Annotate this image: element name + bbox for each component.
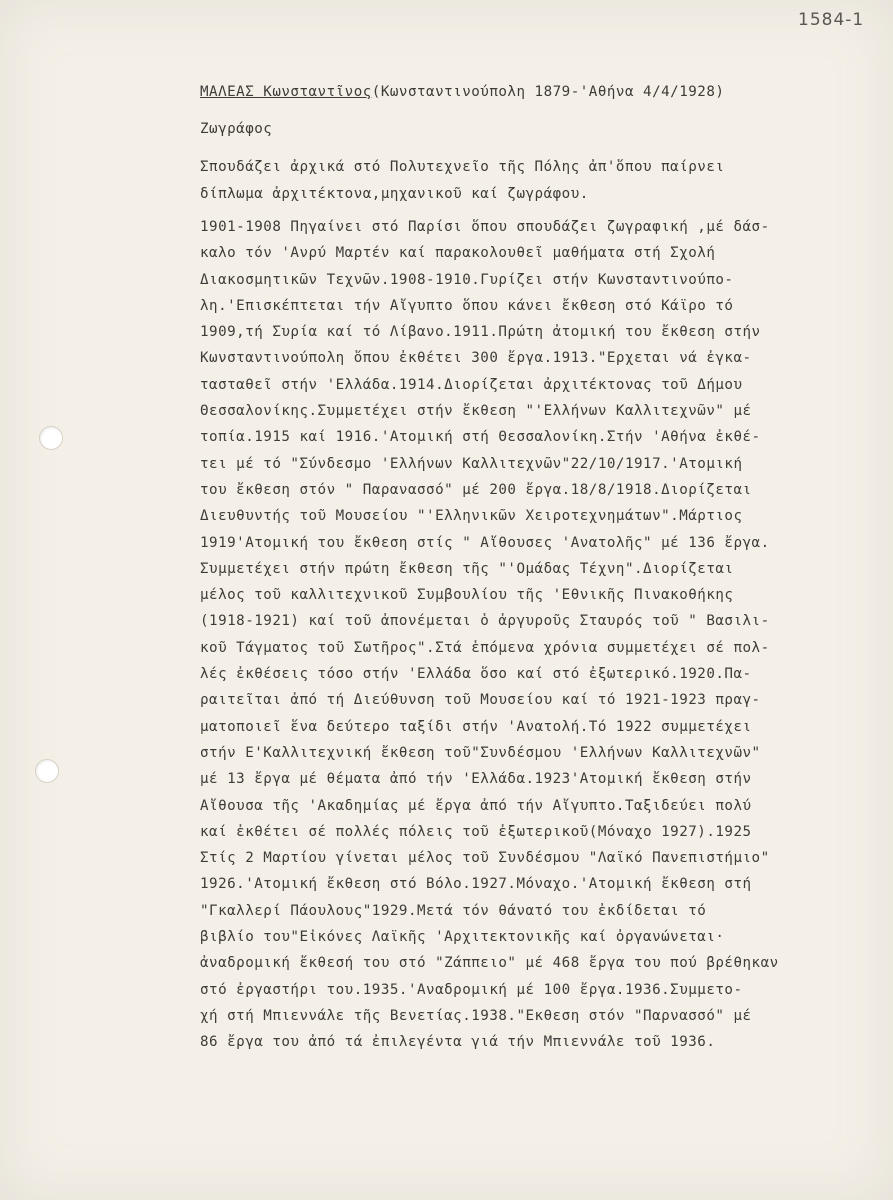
text-line: Διακοσμητικῶν Τεχνῶν.1908-1910.Γυρίζει στήν Κωνσταντινούπο- bbox=[200, 271, 734, 288]
artist-name: ΜΑΛΕΑΣ Κωνσταντῖνος bbox=[200, 84, 372, 100]
text-line: (1918-1921) καί τοῦ ἀπονέμεται ὁ ἀργυροῦς Σταυρός τοῦ " Βασιλι- bbox=[200, 613, 770, 630]
text-line: Θεσσαλονίκης.Συμμετέχει στήν ἔκθεση "'Ελλήνων Καλλιτεχνῶν" μέ bbox=[200, 403, 752, 420]
text-line: χή στή Μπιεννάλε τῆς Βενετίας.1938."Εκθεση στόν "Παρνασσό" μέ bbox=[200, 1007, 752, 1024]
text-line: λές ἐκθέσεις τόσο στήν 'Ελλάδα ὅσο καί στό ἐξωτερικό.1920.Πα- bbox=[200, 666, 752, 683]
document-header bbox=[200, 84, 724, 100]
intro-paragraph bbox=[200, 154, 724, 208]
text-line: δίπλωμα ἀρχιτέκτονα,μηχανικοῦ καί ζωγράφου. bbox=[200, 186, 589, 202]
text-line: Κωνσταντινούπολη ὅπου ἐκθέτει 300 ἔργα.1913."Ερχεται νά ἐγκα- bbox=[200, 350, 752, 367]
text-line: Αἴθουσα τῆς 'Ακαδημίας μέ ἔργα ἀπό τήν Αἴγυπτο.Ταξιδεύει πολύ bbox=[200, 797, 752, 814]
text-line: βιβλίο του"Εἰκόνες Λαϊκῆς 'Αρχιτεκτονικῆς καί ὀργανώνεται· bbox=[200, 929, 725, 946]
text-line: Στίς 2 Μαρτίου γίνεται μέλος τοῦ Συνδέσμου "Λαϊκό Πανεπιστήμιο" bbox=[200, 850, 770, 867]
punch-hole bbox=[35, 759, 59, 783]
profession: Ζωγράφος bbox=[200, 121, 273, 137]
text-line: τασταθεῖ στήν 'Ελλάδα.1914.Διορίζεται ἀρχιτέκτονας τοῦ Δήμου bbox=[200, 376, 743, 393]
text-line: ραιτεῖται ἀπό τή Διεύθυνση τοῦ Μουσείου καί τό 1921-1923 πραγ- bbox=[200, 692, 761, 709]
text-line: 1919'Ατομική του ἔκθεση στίς " Αἴθουσες 'Ανατολῆς" μέ 136 ἔργα. bbox=[200, 534, 770, 551]
text-line: 1926.'Ατομική ἔκθεση στό Βόλο.1927.Μόναχο.'Ατομική ἔκθεση στή bbox=[200, 876, 752, 893]
text-line: ἀναδρομική ἔκθεσή του στό "Ζάππειο" μέ 468 ἔργα του πού βρέθηκαν bbox=[200, 955, 779, 972]
text-line: Διευθυντής τοῦ Μουσείου "'Ελληνικῶν Χειροτεχνημάτων".Μάρτιος bbox=[200, 508, 743, 525]
text-line: ματοποιεῖ ἕνα δεύτερο ταξίδι στήν 'Ανατολή.Τό 1922 συμμετέχει bbox=[200, 718, 752, 735]
text-line: Συμμετέχει στήν πρώτη ἔκθεση τῆς "'Ομάδας Τέχνη".Διορίζεται bbox=[200, 560, 734, 577]
text-line: 86 ἔργα του ἀπό τά ἐπιλεγέντα γιά τήν Μπιεννάλε τοῦ 1936. bbox=[200, 1034, 716, 1051]
text-line: λη.'Επισκέπτεται τήν Αἴγυπτο ὅπου κάνει ἔκθεση στό Κάϊρο τό bbox=[200, 297, 734, 314]
text-line: καί ἐκθέτει σέ πολλές πόλεις τοῦ ἐξωτερικοῦ(Μόναχο 1927).1925 bbox=[200, 823, 752, 840]
text-line: μέλος τοῦ καλλιτεχνικοῦ Συμβουλίου τῆς 'Εθνικῆς Πινακοθήκης bbox=[200, 587, 734, 604]
text-line: τοπία.1915 καί 1916.'Ατομική στή Θεσσαλονίκη.Στήν 'Αθήνα ἐκθέ- bbox=[200, 429, 761, 446]
text-line: του ἔκθεση στόν " Παρανασσό" μέ 200 ἔργα.18/8/1918.Διορίζεται bbox=[200, 481, 752, 498]
text-line: κοῦ Τάγματος τοῦ Σωτῆρος".Στά ἑπόμενα χρόνια συμμετέχει σέ πολ- bbox=[200, 639, 770, 656]
text-line: 1901-1908 Πηγαίνει στό Παρίσι ὅπου σπουδάζει ζωγραφική ,μέ δάσ- bbox=[200, 219, 770, 235]
biography-paragraph bbox=[200, 214, 880, 1056]
text-line: τει μέ τό "Σύνδεσμο 'Ελλήνων Καλλιτεχνῶν"22/10/1917.'Ατομική bbox=[200, 455, 743, 472]
text-line: καλο τόν 'Ανρύ Μαρτέν καί παρακολουθεῖ μαθήματα στή Σχολή bbox=[200, 245, 716, 262]
text-line: στήν Ε'Καλλιτεχνική ἔκθεση τοῦ"Συνδέσμου 'Ελλήνων Καλλιτεχνῶν" bbox=[200, 744, 761, 761]
text-line: "Γκαλλερί Πάουλους"1929.Μετά τόν θάνατό του ἐκδίδεται τό bbox=[200, 902, 707, 919]
text-line: στό ἐργαστήρι του.1935.'Αναδρομική μέ 100 ἔργα.1936.Συμμετο- bbox=[200, 981, 743, 998]
text-line: μέ 13 ἔργα μέ θέματα ἀπό τήν 'Ελλάδα.1923'Ατομική ἔκθεση στήν bbox=[200, 771, 752, 788]
artist-dates: (Κωνσταντινούπολη 1879-'Αθήνα 4/4/1928) bbox=[371, 84, 725, 100]
archive-number: 1584-1 bbox=[798, 10, 865, 30]
text-line: Σπουδάζει ἀρχικά στό Πολυτεχνεῖο τῆς Πόλης ἀπ'ὅπου παίρνει bbox=[200, 159, 725, 175]
punch-hole bbox=[39, 426, 63, 450]
text-line: 1909,τή Συρία καί τό Λίβανο.1911.Πρώτη ἀτομική του ἔκθεση στήν bbox=[200, 324, 761, 341]
